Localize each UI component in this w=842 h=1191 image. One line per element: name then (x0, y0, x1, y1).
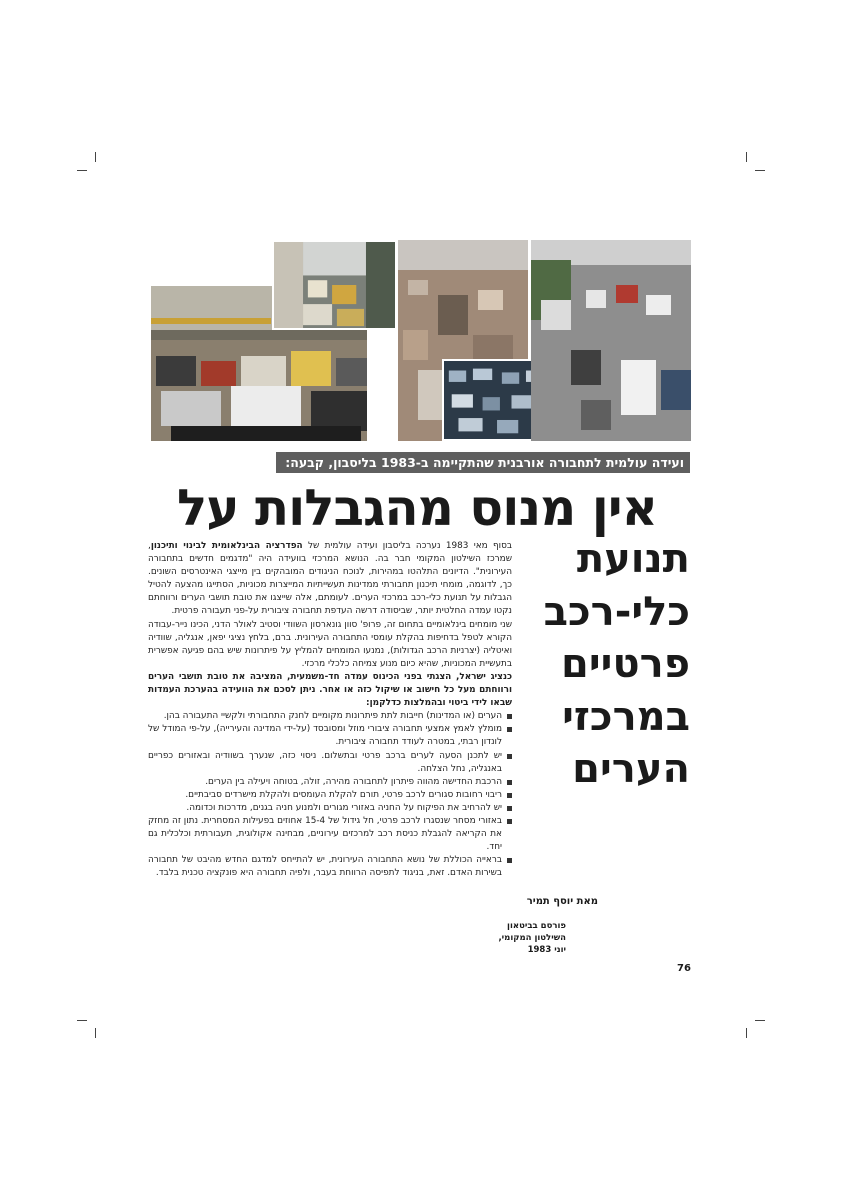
author-byline: מאת יוסף תמיר (526, 896, 598, 907)
crop-mark (95, 1028, 96, 1038)
page-number: 76 (677, 963, 691, 974)
crop-mark (77, 170, 87, 171)
bold-text-run: כנציג ישראל, הצגתי בפני הכינוס עמדה חד-משמעית, המציבה את טובת תושבי הערים ורווחתם מעל כל חישוב או שיקול כזה או אחר. ניתן לסכם את הוועידה בהערכת העמדות שבאו לידי ביטוי ובהמלצות כדלקמן: (148, 671, 512, 709)
city-street-photo (272, 240, 397, 330)
list-item: הרכבת החדישה מהווה פיתרון לתחבורה מהירה, זולה, בטוחה ויעילה בין הערים. (148, 776, 512, 789)
headline-column (518, 533, 690, 796)
source-note (498, 920, 566, 956)
list-item: יש להרחיב את הפיקוח על החניה באזורי מגורים ולמנוע חניה בגנים, מדרכות וכדומה. (148, 802, 512, 815)
list-item: הערים (או המדינות) חייבות לתת פיתרונות מקומיים לחנק התחבורתי ולקשיי התעבורה בהן. (148, 710, 512, 723)
source-line: השילטון המקומי, (498, 933, 566, 943)
article-body (148, 540, 512, 880)
text-run: בסוף מאי 1983 נערכה בליסבון ועידה עולמית של (302, 541, 512, 551)
bold-text-run: הפדרציה הבינלאומית לבינוי ותיכנון (150, 541, 303, 551)
list-item: מומלץ לאמץ אמצעי תחבורה ציבורי מוזל ומסובסד (על-ידי המדינה והעירייה), על-פי המודל של לונדון רבתי, במטרה לעודד תחבורה ציבורית. (148, 723, 512, 749)
highway-traffic-photo (531, 240, 691, 441)
paragraph (148, 540, 512, 619)
list-item: באזורי מסחר שנסגרו לרכב פרטי, חל גידול של 15-4 אחוזים בפעילות המסחרית. נתון זה מחזק את הקריאה להגבלת כניסת רכב למרכזים עירוניים, מבחינה אקולוגית, תעבורתית וכלכלית גם יחד. (148, 815, 512, 854)
headline-line: פרטיים (561, 641, 690, 687)
crop-mark (755, 170, 765, 171)
crop-mark (77, 1020, 87, 1021)
crop-mark (746, 1028, 747, 1038)
list-item: בראייה הכוללת של נושא התחבורה העירונית, יש להתייחס למדגם החדש מהיבט של תחבורה בשירות האדם. זאת, בניגוד לתפיסה הרווחת בעבר, ולפיה תחבורה היא פונקציה טכנית בלבד. (148, 854, 512, 880)
article-kicker: ועידה עולמית לתחבורה אורבנית שהתקיימה ב-1983 בליסבון, קבעה: (276, 452, 690, 473)
list-item: יש לתכנן הסעה לערים ברכב פרטי ובתשלום. ניסוי כזה, שנערך בשוודיה ובאזורים כפריים באנגליה, נחל הצלחה. (148, 750, 512, 776)
paragraph-bold (148, 671, 512, 710)
source-line: פורסם בביטאון (507, 921, 566, 931)
photo-collage (151, 240, 691, 441)
crop-mark (755, 1020, 765, 1021)
paragraph: שני מומחים בינלאומיים בתחום זה, פרופ' סוון גונארסון השוודי וסטיב לאולר הדני, הכינו נייר-עבודה הקורא לטפל בדחיפות בהקלת עומסי התחבורה העירונית. ברם, בלחץ נציגי יפאן, אנגליה, שוודיה ואיטליה (יצרניות הרכב הגדולות), נמנעו המומחים להמליץ על פיתרונות שיש בהם פגיעה אפשרית בתעשיית המכוניות, שהיא כיום מנוע צמיחה כלכלי מרכזי. (148, 619, 512, 669)
crop-mark (95, 152, 96, 162)
text-run: , שמרכז השילטון המקומי חבר בה. הנושא המרכזי בוועידה היה "מדגמים חדשים בתחבורה העירונית". הדיונים התלהטו במהירות, לנוכח הניגודים המובהקים בין מייצגי האינטרסים השונים. כך, לדוגמה, מומחי תיכנון תחבורתי ממדינות תעשייתיות המייצרות מכוניות, הסתייגו מהצעה להטיל הגבלות על תנועת כלי-רכב במרכזי הערים. לעומתם, אלה שייצגו את טובת תושבי הערים ורווחתם נקטו עמדה החלטית יותר, שביסודה דרשה העדפת תחבורה ציבורית על-פני תעבורה פרטית. (148, 541, 512, 617)
crop-mark (746, 152, 747, 162)
headline-line: הערים (572, 746, 690, 792)
recommendations-list (148, 710, 512, 880)
headline-line: תנועת (576, 536, 690, 582)
headline-line: כלי-רכב (543, 588, 690, 635)
headline-line: במרכזי (562, 693, 690, 740)
source-line: יוני 1983 (527, 945, 566, 955)
list-item: ריבוי רחובות סגורים לרכב פרטי, תורם להקלת העומסים ולהקלת מישרדים סביבתיים. (148, 789, 512, 802)
headline-line-1: אין מנוס מהגבלות על (177, 479, 657, 537)
